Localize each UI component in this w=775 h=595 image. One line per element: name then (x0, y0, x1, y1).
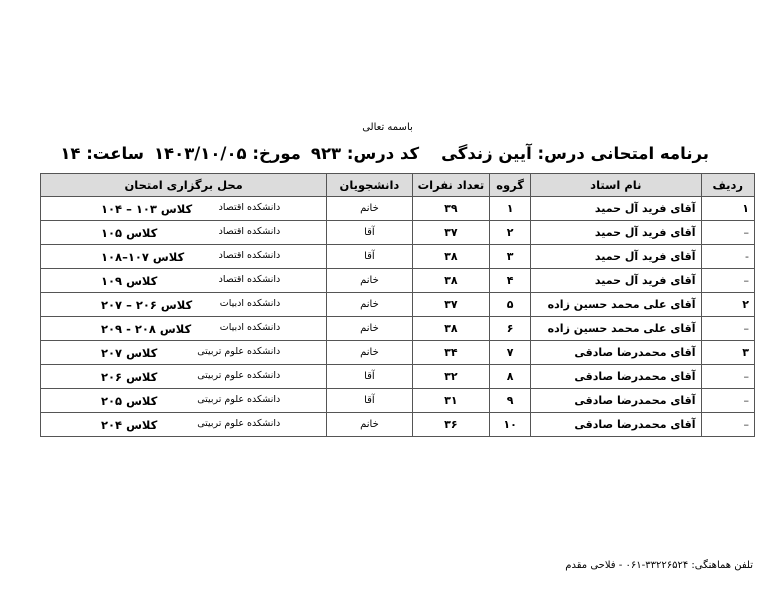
table-row (41, 197, 755, 221)
table-header-row (41, 174, 755, 197)
student-count: ۳۴ (412, 341, 490, 365)
student-count: ۳۸ (412, 317, 490, 341)
row-number: – (701, 413, 754, 437)
row-number: ۳ (701, 341, 754, 365)
faculty-name: دانشکده علوم تربیتی (197, 418, 281, 429)
student-gender: آقا (327, 389, 412, 413)
group-number: ۳ (490, 245, 531, 269)
faculty-name: دانشکده اقتصاد (218, 250, 281, 261)
faculty-name: دانشکده اقتصاد (218, 202, 281, 213)
table-row (41, 317, 755, 341)
row-number: – (701, 365, 754, 389)
row-number: ۱ (701, 197, 754, 221)
faculty-name: دانشکده اقتصاد (218, 226, 281, 237)
room-name: کلاس ۱۰۵ (101, 226, 158, 240)
exam-place (41, 221, 327, 245)
exam-place (41, 413, 327, 437)
student-gender: آقا (327, 245, 412, 269)
table-row (41, 245, 755, 269)
room-name: کلاس ۲۰۷ (101, 346, 158, 360)
column-header-students: دانشجویان (327, 174, 412, 197)
professor-name: آقای محمدرضا صادقی (531, 413, 701, 437)
student-count: ۳۱ (412, 389, 490, 413)
student-gender: خانم (327, 293, 412, 317)
table-row (41, 389, 755, 413)
professor-name: آقای محمدرضا صادقی (531, 341, 701, 365)
student-gender: آقا (327, 365, 412, 389)
student-gender: خانم (327, 317, 412, 341)
row-number: – (701, 317, 754, 341)
student-count: ۳۷ (412, 293, 490, 317)
student-count: ۳۹ (412, 197, 490, 221)
exam-place (41, 269, 327, 293)
student-gender: خانم (327, 269, 412, 293)
room-name: کلاس ۲۰۸ - ۲۰۹ (101, 322, 192, 336)
professor-name: آقای فرید آل حمید (531, 245, 701, 269)
table-row (41, 221, 755, 245)
faculty-name: دانشکده علوم تربیتی (197, 394, 281, 405)
faculty-name: دانشکده ادبیات (219, 298, 281, 309)
column-header-row: ردیف (701, 174, 754, 197)
student-gender: خانم (327, 197, 412, 221)
professor-name: آقای علی محمد حسین زاده (531, 293, 701, 317)
exam-date: مورخ: ۱۴۰۳/۱۰/۰۵ (153, 144, 301, 163)
professor-name: آقای علی محمد حسین زاده (531, 317, 701, 341)
student-count: ۳۸ (412, 269, 490, 293)
professor-name: آقای فرید آل حمید (531, 197, 701, 221)
professor-name: آقای محمدرضا صادقی (531, 365, 701, 389)
group-number: ۶ (490, 317, 531, 341)
group-number: ۹ (490, 389, 531, 413)
table-row (41, 341, 755, 365)
table-row (41, 413, 755, 437)
column-header-place: محل برگزاری امتحان (41, 174, 327, 197)
exam-schedule-table (40, 173, 755, 437)
faculty-name: دانشکده ادبیات (219, 322, 281, 333)
group-number: ۲ (490, 221, 531, 245)
table-row (41, 365, 755, 389)
professor-name: آقای فرید آل حمید (531, 269, 701, 293)
group-number: ۷ (490, 341, 531, 365)
room-name: کلاس ۱۰۹ (101, 274, 158, 288)
exam-place (41, 317, 327, 341)
student-count: ۳۸ (412, 245, 490, 269)
student-gender: خانم (327, 341, 412, 365)
table-row (41, 269, 755, 293)
room-name: کلاس ۲۰۶ – ۲۰۷ (101, 298, 193, 312)
exam-place (41, 245, 327, 269)
student-gender: خانم (327, 413, 412, 437)
exam-place (41, 197, 327, 221)
room-name: کلاس ۱۰۷–۱۰۸ (101, 250, 185, 264)
exam-time: ساعت: ۱۴ (60, 144, 144, 163)
table-body (41, 197, 755, 437)
room-name: کلاس ۱۰۳ – ۱۰۴ (101, 202, 193, 216)
professor-name: آقای محمدرضا صادقی (531, 389, 701, 413)
faculty-name: دانشکده اقتصاد (218, 274, 281, 285)
room-name: کلاس ۲۰۵ (101, 394, 158, 408)
row-number: ۲ (701, 293, 754, 317)
group-number: ۱۰ (490, 413, 531, 437)
row-number: – (701, 221, 754, 245)
column-header-professor: نام استاد (531, 174, 701, 197)
faculty-name: دانشکده علوم تربیتی (197, 346, 281, 357)
course-title: برنامه امتحانی درس: آیین زندگی (441, 144, 709, 163)
student-gender: آقا (327, 221, 412, 245)
exam-place (41, 341, 327, 365)
exam-place (41, 365, 327, 389)
group-number: ۴ (490, 269, 531, 293)
room-name: کلاس ۲۰۴ (101, 418, 158, 432)
group-number: ۱ (490, 197, 531, 221)
exam-place (41, 389, 327, 413)
column-header-group: گروه (490, 174, 531, 197)
student-count: ۳۲ (412, 365, 490, 389)
invocation-text: باسمه تعالی (362, 122, 413, 133)
page-title (60, 144, 709, 163)
column-header-count: تعداد نفرات (412, 174, 490, 197)
group-number: ۵ (490, 293, 531, 317)
student-count: ۳۶ (412, 413, 490, 437)
row-number: - (701, 245, 754, 269)
row-number: – (701, 389, 754, 413)
course-code: کد درس: ۹۲۳ (310, 144, 420, 163)
contact-footer: تلفن هماهنگی: ۳۳۲۲۶۵۲۴-۰۶۱ - فلاحی مقدم (565, 560, 753, 571)
faculty-name: دانشکده علوم تربیتی (197, 370, 281, 381)
professor-name: آقای فرید آل حمید (531, 221, 701, 245)
student-count: ۳۷ (412, 221, 490, 245)
row-number: – (701, 269, 754, 293)
table-row (41, 293, 755, 317)
exam-place (41, 293, 327, 317)
group-number: ۸ (490, 365, 531, 389)
room-name: کلاس ۲۰۶ (101, 370, 158, 384)
